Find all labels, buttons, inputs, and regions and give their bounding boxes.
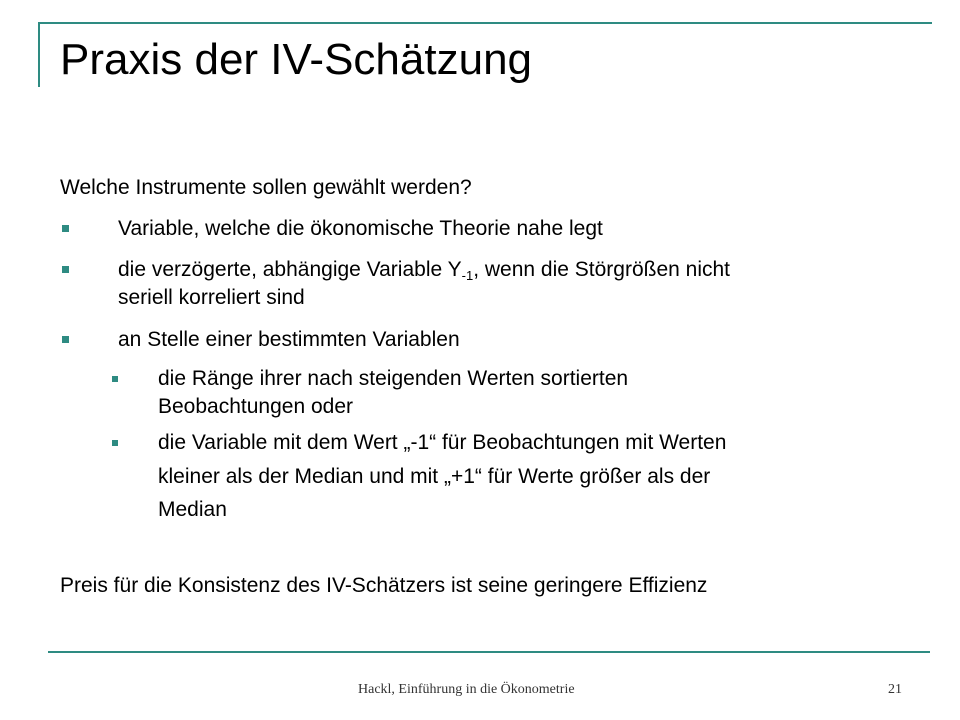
bullet-marker	[62, 225, 69, 232]
top-rule	[38, 22, 932, 24]
bullet-item-lagged-cont: seriell korreliert sind	[118, 286, 305, 309]
footer-text: Hackl, Einführung in die Ökonometrie	[358, 682, 575, 697]
sub-item-median-line1: die Variable mit dem Wert „-1“ für Beobachtungen mit Werten	[158, 431, 727, 454]
bullet-marker	[62, 266, 69, 273]
subscript-lag: -1	[461, 268, 474, 283]
bottom-rule	[48, 651, 930, 653]
bullet-item-theory: Variable, welche die ökonomische Theorie nahe legt	[118, 217, 603, 240]
conclusion-text: Preis für die Konsistenz des IV-Schätzers ist seine geringere Effizienz	[60, 574, 708, 597]
sub-item-median-line2: kleiner als der Median und mit „+1“ für Werte größer als der	[158, 465, 711, 488]
sub-item-ranks-line2: Beobachtungen oder	[158, 395, 353, 418]
sub-item-median-line3: Median	[158, 498, 227, 521]
sub-bullet-marker	[112, 376, 118, 382]
page-number: 21	[888, 682, 902, 697]
slide-title: Praxis der IV-Schätzung	[60, 35, 533, 84]
question-text: Welche Instrumente sollen gewählt werden?	[60, 176, 472, 199]
bullet-item-substitute: an Stelle einer bestimmten Variablen	[118, 328, 460, 351]
sub-item-ranks-line1: die Ränge ihrer nach steigenden Werten sortierten	[158, 367, 629, 390]
bullet-marker	[62, 336, 69, 343]
bullet-item-lagged: die verzögerte, abhängige Variable $Y_{-1}$, wenn die Störgrößen nicht	[118, 258, 731, 283]
left-rule	[38, 22, 40, 87]
sub-bullet-marker	[112, 440, 118, 446]
